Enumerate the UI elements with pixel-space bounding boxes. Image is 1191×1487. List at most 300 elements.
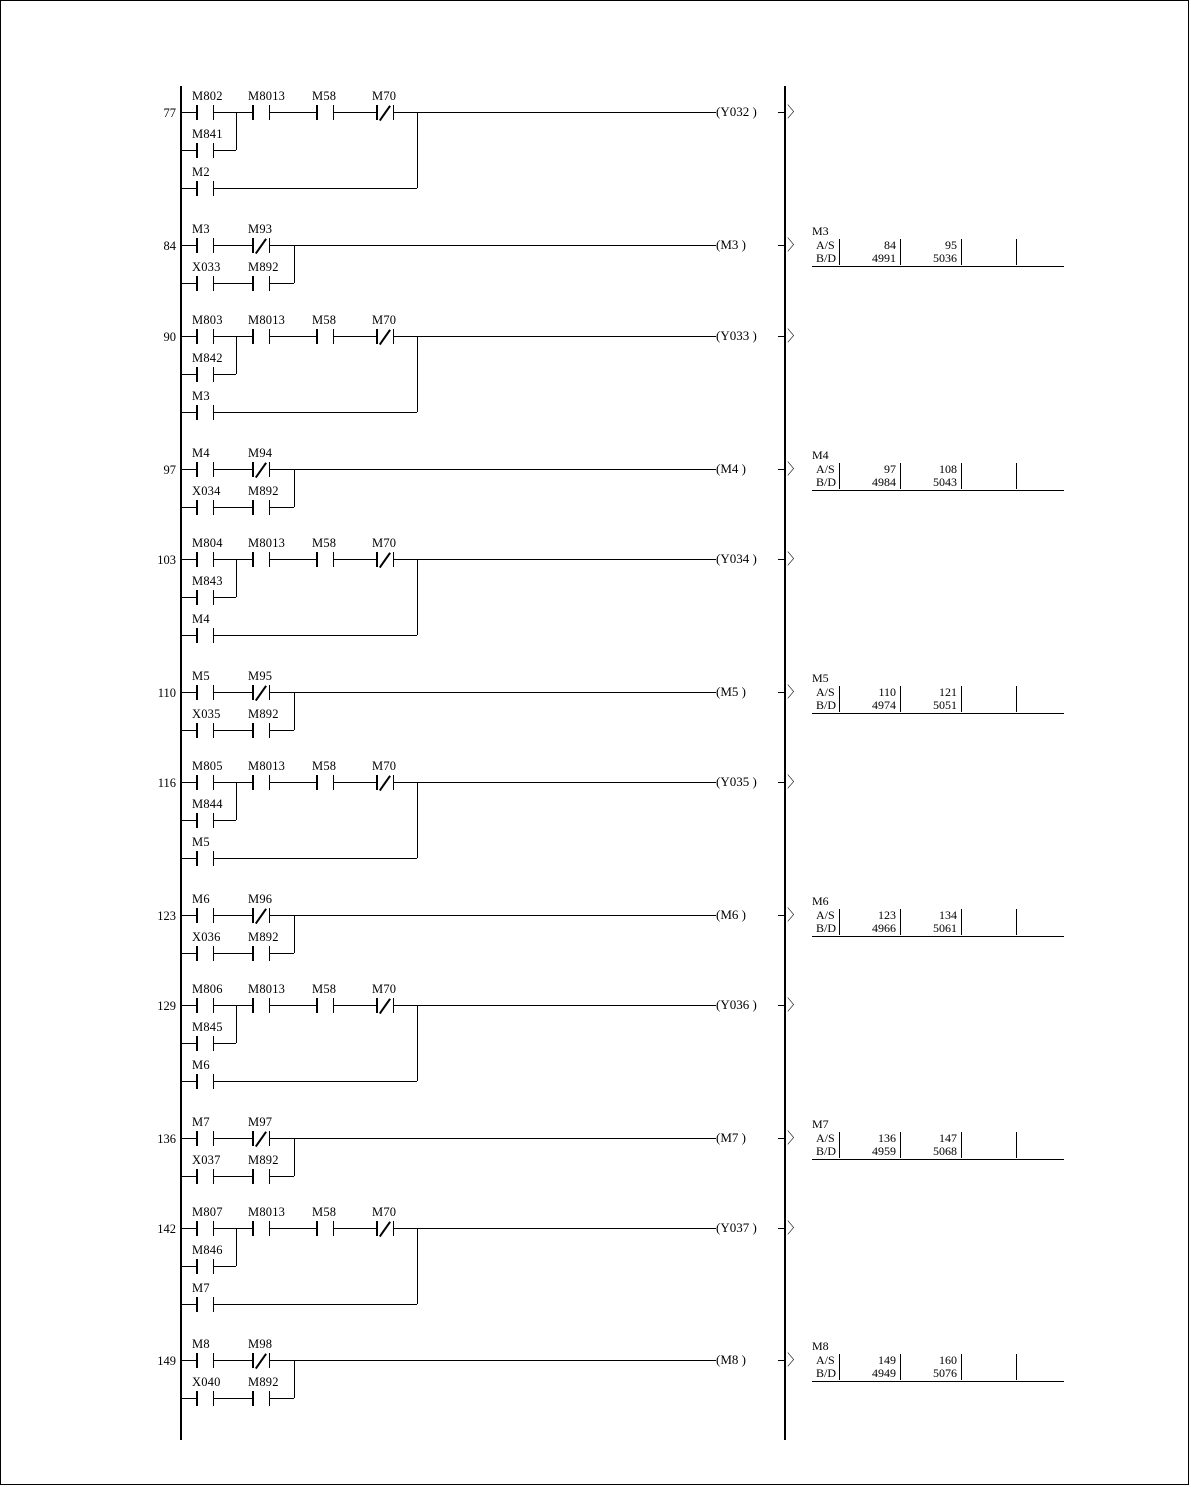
rail-tap <box>181 1005 196 1006</box>
contact-label-M6: M6 <box>192 1058 210 1072</box>
rung-branch-vertical <box>236 336 237 374</box>
contact-nc-M70[interactable] <box>376 775 394 790</box>
contact-nc-M97[interactable] <box>252 1131 270 1146</box>
contact-label-X033: X033 <box>192 260 221 274</box>
rail-tap <box>181 782 196 783</box>
contact-label-M58: M58 <box>312 759 337 773</box>
rail-tap <box>181 559 196 560</box>
contact-no-M5[interactable] <box>196 685 214 700</box>
coil-Y032[interactable]: (Y032 ) <box>716 104 757 119</box>
rung-wire <box>394 1228 716 1229</box>
rung-branch-vertical <box>236 782 237 820</box>
rail-tap <box>181 915 196 916</box>
rung-wire <box>214 469 252 470</box>
rung-wire <box>214 692 252 693</box>
rung-wire <box>394 782 716 783</box>
contact-label-M892: M892 <box>248 1153 279 1167</box>
monitor-device-name: M8 <box>812 1339 829 1353</box>
monitor-row <box>812 1367 1071 1380</box>
rung-step-number: 136 <box>157 1132 176 1146</box>
contact-no-M3[interactable] <box>196 405 214 420</box>
rung-end-marker: 〉 <box>787 998 803 1014</box>
contact-label-M7: M7 <box>192 1115 210 1129</box>
contact-label-X037: X037 <box>192 1153 221 1167</box>
rung-branch-wire <box>214 1266 236 1267</box>
coil-Y035[interactable]: (Y035 ) <box>716 774 757 789</box>
contact-label-M7: M7 <box>192 1281 210 1295</box>
monitor-values <box>812 1354 1071 1380</box>
contact-no-M892[interactable] <box>252 1391 270 1406</box>
rung-branch-vertical <box>236 1228 237 1266</box>
rung-wire <box>270 559 316 560</box>
contact-label-M4: M4 <box>192 446 210 460</box>
rail-tap <box>181 730 196 731</box>
contact-nc-M70[interactable] <box>376 329 394 344</box>
rail-tap <box>181 1176 196 1177</box>
rung-step-number: 149 <box>157 1354 176 1368</box>
rung-branch-wire <box>214 1304 417 1305</box>
monitor-underline <box>812 936 1064 937</box>
contact-label-M2: M2 <box>192 165 210 179</box>
contact-no-M807[interactable] <box>196 1221 214 1236</box>
monitor-values <box>812 686 1071 712</box>
monitor-value-2: 5076 <box>901 1367 962 1380</box>
monitor-row-label: A/S <box>812 909 840 922</box>
contact-label-M70: M70 <box>372 536 397 550</box>
monitor-underline <box>812 266 1064 267</box>
monitor-value-3 <box>962 239 1017 252</box>
coil-M8[interactable]: (M8 ) <box>716 1352 746 1367</box>
contact-nc-M96[interactable] <box>252 908 270 923</box>
coil-to-rail-wire <box>778 915 784 916</box>
rung-branch-vertical <box>417 1228 418 1304</box>
monitor-value-4 <box>1017 476 1072 489</box>
rung-step-number: 97 <box>163 463 176 477</box>
rung-branch-vertical <box>236 112 237 150</box>
contact-label-M8013: M8013 <box>248 759 286 773</box>
monitor-value-2: 147 <box>901 1132 962 1145</box>
coil-to-rail-wire <box>778 336 784 337</box>
rail-tap <box>181 1360 196 1361</box>
contact-label-M803: M803 <box>192 313 223 327</box>
monitor-row-label: A/S <box>812 463 840 476</box>
monitor-row <box>812 1145 1071 1158</box>
rail-tap <box>181 1398 196 1399</box>
contact-no-M806[interactable] <box>196 998 214 1013</box>
monitor-value-2: 134 <box>901 909 962 922</box>
contact-label-M3: M3 <box>192 222 210 236</box>
rung-branch-wire <box>214 635 417 636</box>
monitor-values <box>812 463 1071 489</box>
contact-label-M95: M95 <box>248 669 273 683</box>
contact-no-M803[interactable] <box>196 329 214 344</box>
monitor-value-4 <box>1017 1354 1072 1367</box>
rung-wire <box>214 782 252 783</box>
coil-to-rail-wire <box>778 245 784 246</box>
monitor-table-M4 <box>812 448 1071 489</box>
rung-wire <box>270 469 716 470</box>
contact-no-M892[interactable] <box>252 500 270 515</box>
contact-label-M892: M892 <box>248 1375 279 1389</box>
rail-tap <box>181 245 196 246</box>
contact-no-M58[interactable] <box>316 329 334 344</box>
rung-wire <box>270 336 316 337</box>
contact-label-M892: M892 <box>248 930 279 944</box>
contact-no-M8013[interactable] <box>252 105 270 120</box>
coil-M4[interactable]: (M4 ) <box>716 461 746 476</box>
rail-tap <box>181 112 196 113</box>
monitor-value-1: 4974 <box>840 699 901 712</box>
rung-wire <box>214 1138 252 1139</box>
rung-wire <box>214 1176 252 1177</box>
rung-branch-vertical <box>417 559 418 635</box>
contact-label-M807: M807 <box>192 1205 223 1219</box>
rung-branch-wire <box>270 1176 294 1177</box>
rung-step-number: 103 <box>157 553 176 567</box>
monitor-value-1: 110 <box>840 686 901 699</box>
rail-tap <box>181 1081 196 1082</box>
rung-step-number: 90 <box>163 330 176 344</box>
rail-tap <box>181 1304 196 1305</box>
rung-end-marker: 〉 <box>787 1353 803 1369</box>
monitor-value-2: 5043 <box>901 476 962 489</box>
rung-wire <box>270 1228 316 1229</box>
contact-label-M846: M846 <box>192 1243 223 1257</box>
rung-wire <box>270 112 316 113</box>
contact-no-M804[interactable] <box>196 552 214 567</box>
rung-step-number: 142 <box>157 1222 176 1236</box>
rung-end-marker: 〉 <box>787 1131 803 1147</box>
contact-nc-M70[interactable] <box>376 998 394 1013</box>
contact-label-M8013: M8013 <box>248 1205 286 1219</box>
contact-no-X036[interactable] <box>196 946 214 961</box>
coil-to-rail-wire <box>778 782 784 783</box>
coil-M5[interactable]: (M5 ) <box>716 684 746 699</box>
coil-Y037[interactable]: (Y037 ) <box>716 1220 757 1235</box>
contact-label-M8013: M8013 <box>248 536 286 550</box>
monitor-values <box>812 1132 1071 1158</box>
contact-no-M8013[interactable] <box>252 998 270 1013</box>
rail-tap <box>181 412 196 413</box>
rung-branch-vertical <box>417 112 418 188</box>
contact-nc-M98[interactable] <box>252 1353 270 1368</box>
contact-label-M806: M806 <box>192 982 223 996</box>
rung-branch-vertical <box>294 469 295 507</box>
contact-no-M5[interactable] <box>196 851 214 866</box>
rail-tap <box>181 283 196 284</box>
monitor-value-1: 4991 <box>840 252 901 265</box>
rung-branch-vertical <box>294 1138 295 1176</box>
rung-wire <box>394 336 716 337</box>
rung-end-marker: 〉 <box>787 238 803 254</box>
contact-label-M98: M98 <box>248 1337 273 1351</box>
monitor-device-name: M7 <box>812 1117 829 1131</box>
rung-wire <box>270 1360 716 1361</box>
monitor-value-3 <box>962 922 1017 935</box>
contact-no-M8[interactable] <box>196 1353 214 1368</box>
monitor-value-2: 5051 <box>901 699 962 712</box>
monitor-value-1: 97 <box>840 463 901 476</box>
contact-label-M94: M94 <box>248 446 273 460</box>
rung-branch-wire <box>270 1398 294 1399</box>
rung-wire <box>214 559 252 560</box>
contact-label-M845: M845 <box>192 1020 223 1034</box>
contact-no-M4[interactable] <box>196 628 214 643</box>
contact-nc-M94[interactable] <box>252 462 270 477</box>
rung-wire <box>334 782 376 783</box>
rung-branch-wire <box>270 953 294 954</box>
monitor-table-M6 <box>812 894 1071 935</box>
rung-branch-wire <box>270 283 294 284</box>
contact-label-M805: M805 <box>192 759 223 773</box>
monitor-value-3 <box>962 252 1017 265</box>
rail-tap <box>181 953 196 954</box>
monitor-value-4 <box>1017 1145 1072 1158</box>
monitor-value-4 <box>1017 463 1072 476</box>
monitor-row-label: A/S <box>812 239 840 252</box>
contact-label-M844: M844 <box>192 797 223 811</box>
rung-wire <box>214 730 252 731</box>
rung-branch-vertical <box>236 1005 237 1043</box>
rung-end-marker: 〉 <box>787 462 803 478</box>
monitor-underline <box>812 1381 1064 1382</box>
coil-to-rail-wire <box>778 1228 784 1229</box>
coil-Y036[interactable]: (Y036 ) <box>716 997 757 1012</box>
contact-label-M3: M3 <box>192 389 210 403</box>
monitor-row-label: A/S <box>812 1354 840 1367</box>
contact-no-M58[interactable] <box>316 998 334 1013</box>
contact-label-M4: M4 <box>192 612 210 626</box>
rung-end-marker: 〉 <box>787 552 803 568</box>
rung-branch-wire <box>214 858 417 859</box>
rail-tap <box>181 692 196 693</box>
contact-label-X040: X040 <box>192 1375 221 1389</box>
contact-no-M892[interactable] <box>252 1169 270 1184</box>
contact-no-M844[interactable] <box>196 813 214 828</box>
rung-end-marker: 〉 <box>787 329 803 345</box>
contact-no-M6[interactable] <box>196 908 214 923</box>
rung-wire <box>270 245 716 246</box>
rail-tap <box>181 1266 196 1267</box>
contact-label-M70: M70 <box>372 759 397 773</box>
monitor-underline <box>812 1159 1064 1160</box>
rung-end-marker: 〉 <box>787 685 803 701</box>
monitor-row-label: B/D <box>812 252 840 265</box>
rung-branch-wire <box>214 1081 417 1082</box>
rung-wire <box>270 1138 716 1139</box>
rung-wire <box>270 915 716 916</box>
rail-tap <box>181 1138 196 1139</box>
rung-step-number: 129 <box>157 999 176 1013</box>
monitor-value-2: 160 <box>901 1354 962 1367</box>
monitor-table-M7 <box>812 1117 1071 1158</box>
contact-nc-M70[interactable] <box>376 105 394 120</box>
rung-wire <box>334 1005 376 1006</box>
coil-to-rail-wire <box>778 112 784 113</box>
rung-branch-wire <box>214 188 417 189</box>
rung-branch-wire <box>270 507 294 508</box>
contact-no-M8013[interactable] <box>252 329 270 344</box>
rung-wire <box>214 1228 252 1229</box>
monitor-value-3 <box>962 1145 1017 1158</box>
monitor-underline <box>812 713 1064 714</box>
contact-label-M70: M70 <box>372 313 397 327</box>
rung-end-marker: 〉 <box>787 105 803 121</box>
contact-no-M7[interactable] <box>196 1297 214 1312</box>
monitor-value-2: 108 <box>901 463 962 476</box>
coil-Y033[interactable]: (Y033 ) <box>716 328 757 343</box>
contact-no-M842[interactable] <box>196 367 214 382</box>
monitor-device-name: M3 <box>812 224 829 238</box>
rung-branch-wire <box>270 730 294 731</box>
monitor-value-3 <box>962 699 1017 712</box>
coil-Y034[interactable]: (Y034 ) <box>716 551 757 566</box>
monitor-value-1: 136 <box>840 1132 901 1145</box>
contact-label-M8013: M8013 <box>248 89 286 103</box>
rung-branch-vertical <box>294 1360 295 1398</box>
rail-tap <box>181 150 196 151</box>
rung-wire <box>394 1005 716 1006</box>
monitor-value-3 <box>962 476 1017 489</box>
contact-label-M892: M892 <box>248 484 279 498</box>
contact-no-M805[interactable] <box>196 775 214 790</box>
monitor-row <box>812 699 1071 712</box>
monitor-row-label: B/D <box>812 476 840 489</box>
contact-label-M892: M892 <box>248 707 279 721</box>
monitor-value-4 <box>1017 239 1072 252</box>
contact-label-M58: M58 <box>312 1205 337 1219</box>
rung-branch-wire <box>214 374 236 375</box>
contact-label-M70: M70 <box>372 982 397 996</box>
contact-no-M843[interactable] <box>196 590 214 605</box>
monitor-row-label: A/S <box>812 1132 840 1145</box>
rung-branch-vertical <box>236 559 237 597</box>
coil-to-rail-wire <box>778 1138 784 1139</box>
rung-wire <box>214 1005 252 1006</box>
rung-wire <box>214 953 252 954</box>
rung-branch-wire <box>214 412 417 413</box>
rung-branch-vertical <box>417 1005 418 1081</box>
contact-no-M3[interactable] <box>196 238 214 253</box>
contact-nc-M70[interactable] <box>376 552 394 567</box>
monitor-row-label: A/S <box>812 686 840 699</box>
contact-no-M892[interactable] <box>252 946 270 961</box>
rung-end-marker: 〉 <box>787 775 803 791</box>
contact-no-M8013[interactable] <box>252 775 270 790</box>
contact-no-M802[interactable] <box>196 105 214 120</box>
rung-wire <box>214 283 252 284</box>
contact-no-M4[interactable] <box>196 462 214 477</box>
contact-no-M2[interactable] <box>196 181 214 196</box>
contact-label-M843: M843 <box>192 574 223 588</box>
contact-no-M58[interactable] <box>316 552 334 567</box>
contact-no-M8013[interactable] <box>252 1221 270 1236</box>
contact-no-M58[interactable] <box>316 105 334 120</box>
contact-label-X036: X036 <box>192 930 221 944</box>
rail-tap <box>181 635 196 636</box>
contact-label-M93: M93 <box>248 222 273 236</box>
contact-no-M7[interactable] <box>196 1131 214 1146</box>
contact-label-X035: X035 <box>192 707 221 721</box>
monitor-value-2: 121 <box>901 686 962 699</box>
monitor-underline <box>812 490 1064 491</box>
rail-tap <box>181 469 196 470</box>
contact-no-M6[interactable] <box>196 1074 214 1089</box>
monitor-value-1: 123 <box>840 909 901 922</box>
contact-no-M892[interactable] <box>252 723 270 738</box>
contact-no-M892[interactable] <box>252 276 270 291</box>
rung-step-number: 116 <box>157 776 176 790</box>
contact-label-M58: M58 <box>312 536 337 550</box>
monitor-device-name: M5 <box>812 671 829 685</box>
monitor-value-2: 5061 <box>901 922 962 935</box>
rung-step-number: 77 <box>163 106 176 120</box>
rung-branch-wire <box>214 820 236 821</box>
rung-wire <box>214 336 252 337</box>
rung-wire <box>270 782 316 783</box>
monitor-value-3 <box>962 463 1017 476</box>
contact-no-X035[interactable] <box>196 723 214 738</box>
rung-branch-wire <box>214 597 236 598</box>
contact-label-M58: M58 <box>312 89 337 103</box>
coil-M3[interactable]: (M3 ) <box>716 237 746 252</box>
contact-no-M841[interactable] <box>196 143 214 158</box>
rung-wire <box>214 112 252 113</box>
contact-no-X034[interactable] <box>196 500 214 515</box>
contact-label-M97: M97 <box>248 1115 273 1129</box>
contact-nc-M70[interactable] <box>376 1221 394 1236</box>
monitor-value-3 <box>962 1367 1017 1380</box>
monitor-value-4 <box>1017 1367 1072 1380</box>
monitor-value-2: 5068 <box>901 1145 962 1158</box>
monitor-value-4 <box>1017 686 1072 699</box>
contact-label-M841: M841 <box>192 127 223 141</box>
contact-no-M846[interactable] <box>196 1259 214 1274</box>
contact-no-X033[interactable] <box>196 276 214 291</box>
rung-branch-vertical <box>417 782 418 858</box>
monitor-value-4 <box>1017 922 1072 935</box>
monitor-value-3 <box>962 686 1017 699</box>
coil-M7[interactable]: (M7 ) <box>716 1130 746 1145</box>
rung-step-number: 123 <box>157 909 176 923</box>
rung-wire <box>394 112 716 113</box>
coil-to-rail-wire <box>778 1005 784 1006</box>
monitor-row <box>812 252 1071 265</box>
contact-nc-M93[interactable] <box>252 238 270 253</box>
contact-no-X037[interactable] <box>196 1169 214 1184</box>
monitor-value-3 <box>962 909 1017 922</box>
contact-no-M58[interactable] <box>316 1221 334 1236</box>
contact-label-M70: M70 <box>372 89 397 103</box>
monitor-value-2: 95 <box>901 239 962 252</box>
monitor-row-label: B/D <box>812 1145 840 1158</box>
monitor-row-label: B/D <box>812 922 840 935</box>
contact-label-M58: M58 <box>312 982 337 996</box>
contact-no-M8013[interactable] <box>252 552 270 567</box>
contact-label-M8: M8 <box>192 1337 210 1351</box>
monitor-value-4 <box>1017 699 1072 712</box>
monitor-row-label: B/D <box>812 699 840 712</box>
contact-no-M845[interactable] <box>196 1036 214 1051</box>
rung-wire <box>214 1398 252 1399</box>
contact-no-X040[interactable] <box>196 1391 214 1406</box>
coil-M6[interactable]: (M6 ) <box>716 907 746 922</box>
rung-branch-wire <box>214 150 236 151</box>
contact-no-M58[interactable] <box>316 775 334 790</box>
coil-to-rail-wire <box>778 559 784 560</box>
rung-wire <box>334 559 376 560</box>
contact-nc-M95[interactable] <box>252 685 270 700</box>
